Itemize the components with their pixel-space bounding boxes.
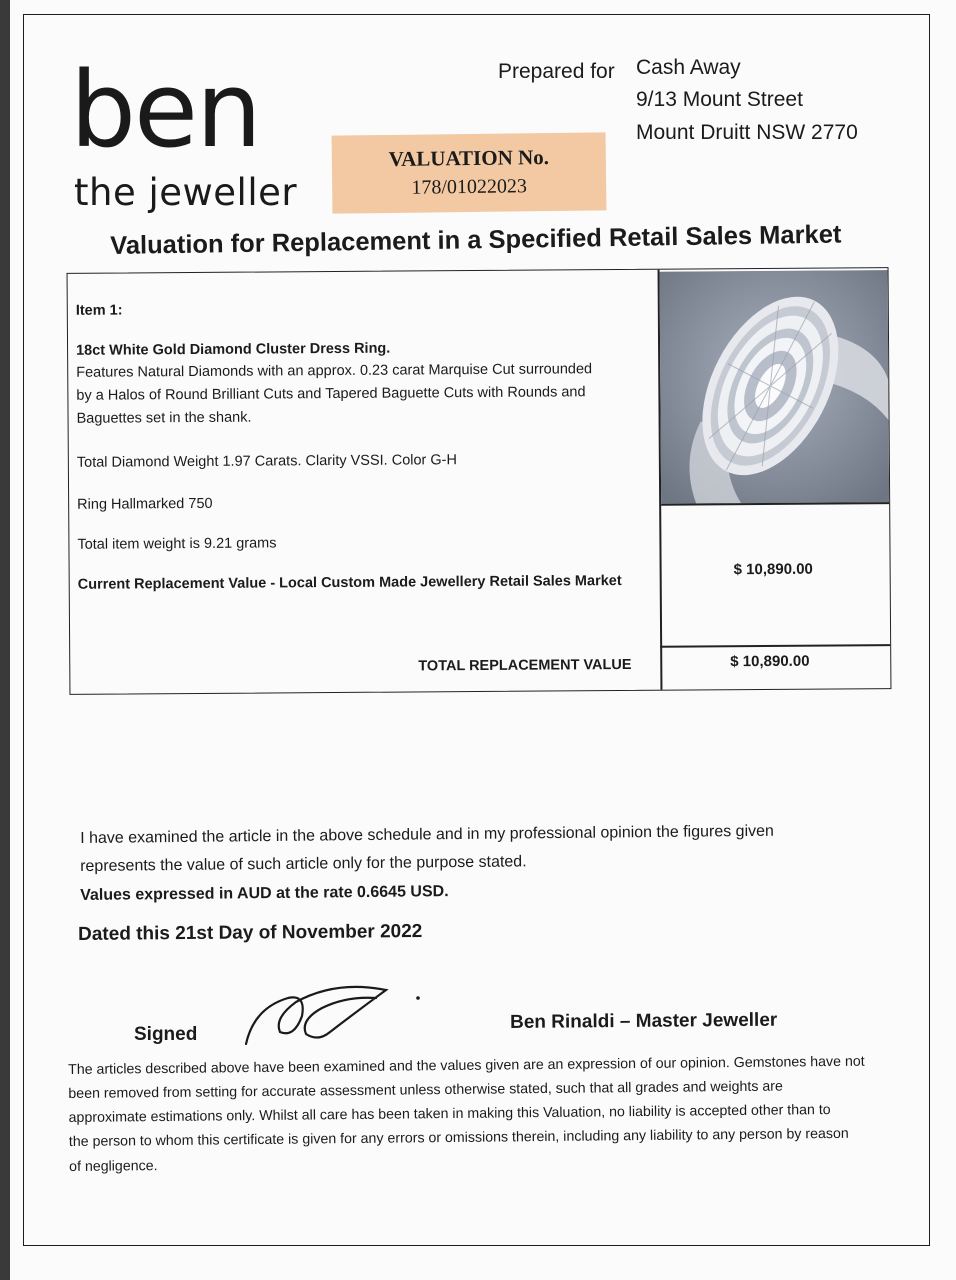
valuation-number-title: VALUATION No. bbox=[388, 145, 550, 171]
item-table bbox=[67, 267, 892, 695]
total-divider bbox=[660, 644, 890, 647]
client-street: 9/13 Mount Street bbox=[636, 88, 803, 111]
disclaimer-line: The articles described above have been examined and the values given are an expression of our opinion. Gemstones have not bbox=[68, 1053, 865, 1078]
disclaimer-line: been removed from setting for accurate assessment unless otherwise stated, such that all grades and weights are bbox=[68, 1078, 783, 1103]
disclaimer bbox=[68, 1049, 919, 1179]
photo-divider bbox=[661, 502, 889, 505]
client-suburb: Mount Druitt NSW 2770 bbox=[636, 121, 858, 144]
item-description-line: by a Halos of Round Brilliant Cuts and Tapered Baguette Cuts with Rounds and bbox=[76, 384, 586, 404]
disclaimer-line: approximate estimations only. Whilst all care has been taken in making this Valuation, no liability is accepted other than to bbox=[68, 1102, 831, 1127]
statement-line-1: I have examined the article in the above schedule and in my professional opinion the figures given bbox=[80, 822, 774, 847]
disclaimer-line: of negligence. bbox=[69, 1157, 158, 1175]
document-title: Valuation for Replacement in a Specified Retail Sales Market bbox=[110, 220, 842, 260]
ring-photo bbox=[660, 270, 890, 504]
total-label: TOTAL REPLACEMENT VALUE bbox=[418, 656, 632, 675]
signer-name: Ben Rinaldi – Master Jeweller bbox=[510, 1009, 778, 1033]
valuation-certificate bbox=[10, 0, 956, 1280]
diamond-weight: Total Diamond Weight 1.97 Carats. Clarity VSSI. Color G-H bbox=[76, 452, 458, 471]
signed-label: Signed bbox=[134, 1024, 198, 1045]
statement-line-2: represents the value of such article only for the purpose stated. bbox=[80, 853, 527, 875]
item-description-line: Baguettes set in the shank. bbox=[76, 409, 252, 427]
hallmark: Ring Hallmarked 750 bbox=[77, 495, 213, 513]
disclaimer-line: the person to whom this certificate is given for any errors or omissions therein, including any liability to any person by reason bbox=[68, 1126, 849, 1151]
item-heading: Item 1: bbox=[75, 302, 123, 319]
logo-brand: ben bbox=[70, 49, 260, 171]
valuation-number: 178/01022023 bbox=[411, 175, 528, 199]
item-weight: Total item weight is 9.21 grams bbox=[77, 535, 277, 553]
dated-line: Dated this 21st Day of November 2022 bbox=[78, 920, 423, 945]
statement-line-3: Values expressed in AUD at the rate 0.6645 USD. bbox=[80, 883, 449, 904]
replacement-label: Current Replacement Value - Local Custom Made Jewellery Retail Sales Market bbox=[77, 573, 622, 593]
total-value: $ 10,890.00 bbox=[730, 652, 810, 671]
item-description-line: Features Natural Diamonds with an approx. 0.23 carat Marquise Cut surrounded bbox=[76, 361, 593, 381]
client-name: Cash Away bbox=[636, 56, 741, 79]
logo-tagline: the jeweller bbox=[74, 171, 298, 214]
prepared-for-label: Prepared for bbox=[498, 60, 615, 83]
signature-image bbox=[236, 968, 436, 1052]
ring-image bbox=[660, 270, 890, 504]
item-name: 18ct White Gold Diamond Cluster Dress Ring. bbox=[76, 340, 391, 359]
replacement-value: $ 10,890.00 bbox=[733, 560, 813, 579]
valuation-number-box bbox=[332, 132, 607, 213]
